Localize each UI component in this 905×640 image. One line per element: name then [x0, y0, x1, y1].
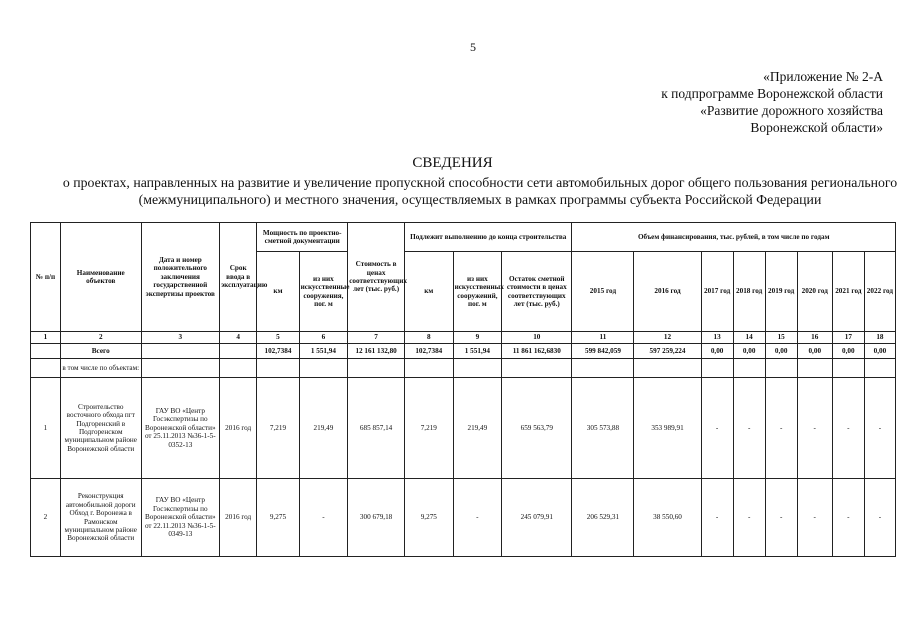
subtotal-empty: [572, 359, 634, 378]
total-cell: [141, 344, 220, 359]
header-km: км: [257, 252, 299, 332]
row-2022: -: [864, 378, 895, 479]
total-cell: [220, 344, 257, 359]
total-cell: 102,7384: [405, 344, 454, 359]
row-no: 2: [31, 479, 61, 557]
column-number: 11: [572, 332, 634, 344]
column-number: 16: [797, 332, 832, 344]
column-number: 10: [502, 332, 572, 344]
header-2018: 2018 год: [733, 252, 765, 332]
total-cell: 599 842,059: [572, 344, 634, 359]
row-name: Строительство восточного обхода пгт Подгоренский в Подгоренском муниципальном районе Воронежской области: [60, 378, 141, 479]
total-label: Всего: [60, 344, 141, 359]
total-cell: 1 551,94: [453, 344, 502, 359]
header-capacity-group: Мощность по проектно-сметной документации: [257, 223, 348, 252]
total-cell: 0,00: [797, 344, 832, 359]
header-term: Срок ввода в эксплуатацию: [220, 223, 257, 332]
subtotal-empty: [31, 359, 61, 378]
subtotal-empty: [141, 359, 220, 378]
header-no: № п/п: [31, 223, 61, 332]
column-number: 1: [31, 332, 61, 344]
column-number: 5: [257, 332, 299, 344]
column-number: 17: [832, 332, 864, 344]
header-expertise: Дата и номер положительного заключения государственной экспертизы проектов: [141, 223, 220, 332]
header-cost: Стоимость в ценах соответствующих лет (тыс. руб.): [348, 223, 405, 332]
row-2015: 206 529,31: [572, 479, 634, 557]
row-artificial: 219,49: [299, 378, 348, 479]
row-km: 9,275: [257, 479, 299, 557]
row-km-remaining: 9,275: [405, 479, 454, 557]
document-title: СВЕДЕНИЯ: [412, 155, 493, 171]
appendix-line-4: Воронежской области»: [750, 120, 883, 135]
row-artificial: -: [299, 479, 348, 557]
header-2015: 2015 год: [572, 252, 634, 332]
row-term: 2016 год: [220, 479, 257, 557]
column-number: 4: [220, 332, 257, 344]
row-expertise: ГАУ ВО «Центр Госэкспертизы по Воронежской области» от 22.11.2013 №36-1-5-0349-13: [141, 479, 220, 557]
row-artificial-remaining: -: [453, 479, 502, 557]
column-numbers-row: [31, 332, 896, 344]
column-number: 7: [348, 332, 405, 344]
subtotal-empty: [701, 359, 733, 378]
total-cell: 102,7384: [257, 344, 299, 359]
appendix-line-1: «Приложение № 2-А: [763, 69, 883, 84]
column-number: 12: [634, 332, 701, 344]
total-cell: 597 259,224: [634, 344, 701, 359]
row-expertise: ГАУ ВО «Центр Госэкспертизы по Воронежской области» от 25.11.2013 №36-1-5-0352-13: [141, 378, 220, 479]
row-2016: 38 550,60: [634, 479, 701, 557]
total-cell: 11 861 162,6830: [502, 344, 572, 359]
header-km-remaining: км: [405, 252, 454, 332]
row-2022: -: [864, 479, 895, 557]
row-cost: 685 857,14: [348, 378, 405, 479]
row-km: 7,219: [257, 378, 299, 479]
row-no: 1: [31, 378, 61, 479]
projects-table: [30, 222, 896, 557]
header-artificial: из них искусственные сооружения, пог. м: [299, 252, 348, 332]
total-cell: 0,00: [765, 344, 797, 359]
row-balance: 245 079,91: [502, 479, 572, 557]
subtotal-empty: [634, 359, 701, 378]
row-2021: -: [832, 378, 864, 479]
total-cell: 0,00: [733, 344, 765, 359]
subtotal-empty: [765, 359, 797, 378]
row-km-remaining: 7,219: [405, 378, 454, 479]
total-cell: 1 551,94: [299, 344, 348, 359]
column-number: 13: [701, 332, 733, 344]
row-2018: -: [733, 479, 765, 557]
column-number: 9: [453, 332, 502, 344]
subtotal-empty: [502, 359, 572, 378]
column-number: 3: [141, 332, 220, 344]
subtotal-empty: [257, 359, 299, 378]
subtotal-empty: [733, 359, 765, 378]
row-2020: -: [797, 479, 832, 557]
document-subtitle: о проектах, направленных на развитие и увеличение пропускной способности сети автомобильных дорог общего пользования регионального (межмуниципального) и местного значения, осуществляемых в рамках программы субъекта Российской Федерации: [62, 175, 898, 207]
header-2021: 2021 год: [832, 252, 864, 332]
table-header: [31, 223, 896, 332]
subtotal-row: [31, 359, 896, 378]
subtotal-empty: [797, 359, 832, 378]
column-number: 2: [60, 332, 141, 344]
column-number: 18: [864, 332, 895, 344]
row-2019: -: [765, 479, 797, 557]
total-cell: 0,00: [832, 344, 864, 359]
row-term: 2016 год: [220, 378, 257, 479]
total-row: [31, 344, 896, 359]
header-2017: 2017 год: [701, 252, 733, 332]
page-number: 5: [470, 40, 476, 54]
column-number: 8: [405, 332, 454, 344]
subtotal-empty: [299, 359, 348, 378]
header-2020: 2020 год: [797, 252, 832, 332]
row-2020: -: [797, 378, 832, 479]
row-2019: -: [765, 378, 797, 479]
subtotal-empty: [220, 359, 257, 378]
total-cell: 0,00: [701, 344, 733, 359]
subtotal-label: в том числе по объектам:: [60, 359, 141, 378]
appendix-header: [661, 68, 883, 136]
column-number: 15: [765, 332, 797, 344]
total-cell: 0,00: [864, 344, 895, 359]
subtotal-empty: [864, 359, 895, 378]
row-2016: 353 989,91: [634, 378, 701, 479]
header-2022: 2022 год: [864, 252, 895, 332]
total-cell: [31, 344, 61, 359]
table-row: [31, 378, 896, 479]
subtotal-empty: [453, 359, 502, 378]
table-row: [31, 479, 896, 557]
row-2017: -: [701, 479, 733, 557]
header-2019: 2019 год: [765, 252, 797, 332]
header-finance-group: Объем финансирования, тыс. рублей, в том числе по годам: [572, 223, 896, 252]
column-number: 14: [733, 332, 765, 344]
subtotal-empty: [348, 359, 405, 378]
appendix-line-3: «Развитие дорожного хозяйства: [700, 103, 883, 118]
row-2021: -: [832, 479, 864, 557]
row-cost: 300 679,18: [348, 479, 405, 557]
row-2015: 305 573,88: [572, 378, 634, 479]
header-balance: Остаток сметной стоимости в ценах соответствующих лет (тыс. руб.): [502, 252, 572, 332]
column-number: 6: [299, 332, 348, 344]
header-artificial-remaining: из них искусственных сооружений, пог. м: [453, 252, 502, 332]
appendix-line-2: к подпрограмме Воронежской области: [661, 86, 883, 101]
row-balance: 659 563,79: [502, 378, 572, 479]
subtotal-empty: [405, 359, 454, 378]
subtotal-empty: [832, 359, 864, 378]
total-cell: 12 161 132,80: [348, 344, 405, 359]
row-2018: -: [733, 378, 765, 479]
header-remaining-group: Подлежит выполнению до конца строительства: [405, 223, 572, 252]
header-name: Наименование объектов: [60, 223, 141, 332]
row-artificial-remaining: 219,49: [453, 378, 502, 479]
row-2017: -: [701, 378, 733, 479]
row-name: Реконструкция автомобильной дороги Обход г. Воронежа в Рамонском муниципальном районе Воронежской области: [60, 479, 141, 557]
header-2016: 2016 год: [634, 252, 701, 332]
